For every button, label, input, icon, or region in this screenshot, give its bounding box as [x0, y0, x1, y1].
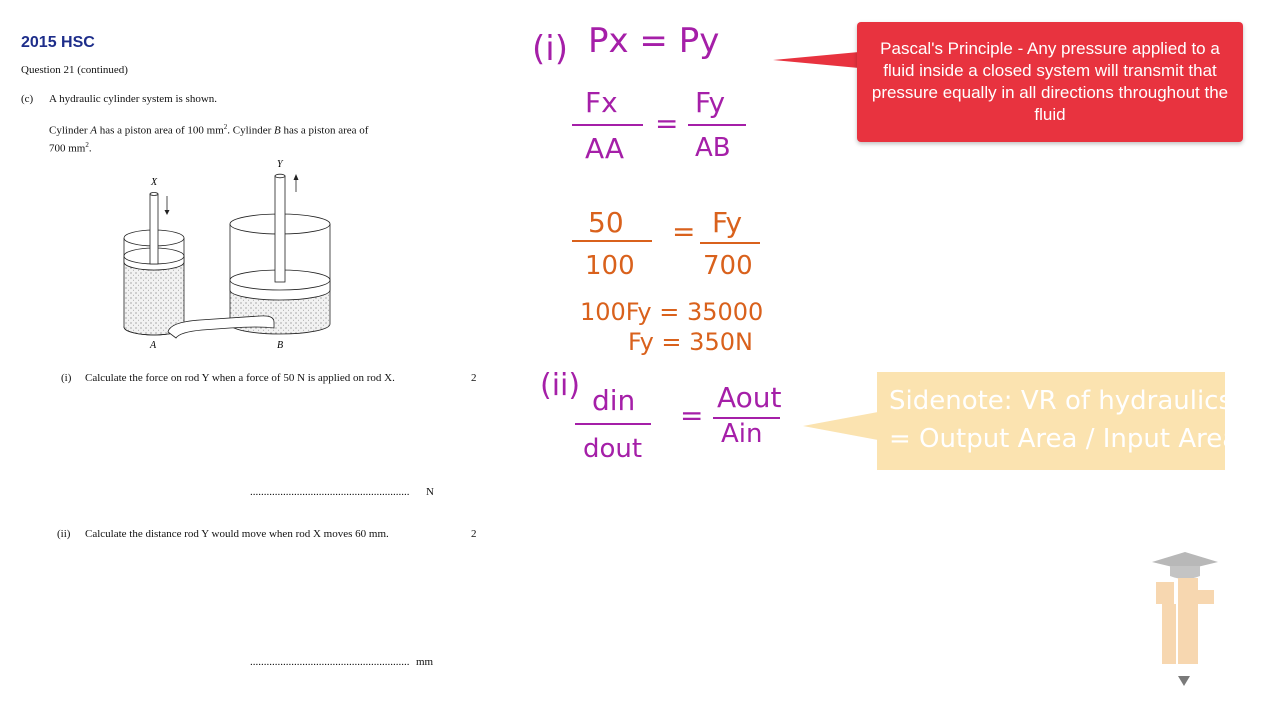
den-700: 700	[703, 251, 753, 281]
equals-3: =	[680, 399, 704, 432]
fy-num-2: Fy	[712, 206, 743, 239]
q1-marks: 2	[471, 372, 477, 384]
aa-denominator: AA	[585, 132, 625, 165]
part-label: (c)	[21, 93, 34, 105]
line-100fy: 100Fy = 35000	[580, 298, 764, 326]
sidenote-line-2: = Output Area / Input Area	[889, 424, 1239, 454]
label-x: X	[151, 177, 158, 188]
num-50: 50	[588, 206, 624, 239]
a-out: Aout	[717, 381, 782, 414]
q2-unit: mm	[416, 656, 434, 668]
fy-numerator: Fy	[695, 86, 726, 119]
ab-denominator: AB	[695, 133, 731, 163]
equals-1: =	[655, 107, 679, 140]
q2-answer-line: ..........................................................	[250, 656, 410, 668]
pressure-equality: Px = Py	[588, 21, 720, 61]
part-i-label: (i)	[532, 29, 568, 69]
label-y: Y	[277, 159, 283, 170]
equals-2: =	[672, 215, 696, 248]
q1-label: (i)	[61, 372, 72, 384]
q2-label: (ii)	[57, 528, 71, 540]
q1-unit: N	[426, 486, 434, 498]
sidenote-callout	[877, 372, 1239, 470]
q2-text: Calculate the distance rod Y would move when rod X moves 60 mm.	[85, 528, 389, 540]
q1-answer-line: ..........................................................	[250, 486, 410, 498]
d-out: dout	[583, 434, 643, 464]
label-b: B	[277, 340, 284, 351]
a-in: Ain	[721, 419, 763, 449]
q1-text: Calculate the force on rod Y when a force of 50 N is applied on rod X.	[85, 372, 395, 384]
label-a: A	[150, 340, 157, 351]
sidenote-callout-tail	[803, 412, 878, 440]
q2-marks: 2	[471, 528, 477, 540]
exam-title: 2015 HSC	[21, 34, 95, 51]
cylinder-description: Cylinder A has a piston area of 100 $mm^2$. Cylinder B has a piston area of 700 $mm^2$.	[49, 123, 369, 155]
question-heading: Question 21 (continued)	[21, 64, 128, 76]
den-100: 100	[585, 251, 635, 281]
fx-numerator: Fx	[585, 86, 618, 119]
part-ii-label: (ii)	[540, 368, 581, 403]
pascal-callout-tail	[773, 52, 859, 68]
d-in: din	[592, 384, 636, 417]
sidenote-line-1: Sidenote: VR of hydraulics	[889, 386, 1233, 416]
pascal-callout: Pascal's Principle - Any pressure applied to a fluid inside a closed system will transmit that pressure equally in all directions throughout the fluid	[857, 22, 1243, 142]
brand-logo	[1150, 550, 1220, 690]
line-fy-result: Fy = 350N	[628, 328, 753, 356]
part-intro: A hydraulic cylinder system is shown.	[49, 93, 218, 105]
